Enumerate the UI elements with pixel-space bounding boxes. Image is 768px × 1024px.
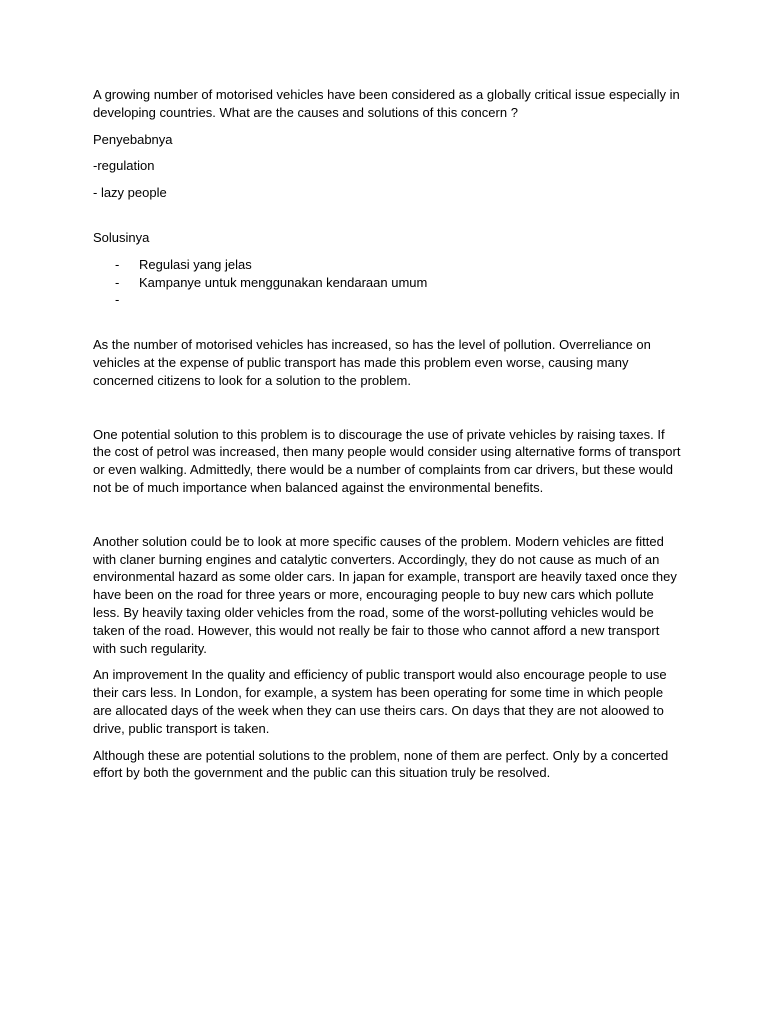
- essay-body-paragraph: One potential solution to this problem is to discourage the use of private vehicles by raising taxes. If the cost of petrol was increased, then many people would consider using alternative forms of transport or even walking. Admittedly, there would be a number of complaints from car drivers, but these would not be of much importance when balanced against the environmental benefits.: [93, 426, 681, 495]
- list-item: [93, 291, 683, 309]
- bullet-dash: -: [115, 274, 120, 290]
- bullet-dash: -: [115, 256, 120, 272]
- essay-body-paragraph: An improvement In the quality and efficiency of public transport would also encourage people to use their cars less. In London, for example, a system has been operating for some time in which people are allocated days of the week when they can use theirs cars. On days that they are not aloowed to drive, public transport is taken.: [93, 667, 667, 736]
- cause-item: - lazy people: [93, 185, 167, 201]
- list-item-text: Kampanye untuk menggunakan kendaraan umum: [139, 274, 428, 290]
- solutions-list: [93, 256, 683, 309]
- bullet-dash: -: [115, 292, 120, 308]
- document-page: [93, 86, 683, 791]
- list-item: [93, 256, 683, 274]
- solutions-heading: Solusinya: [93, 229, 150, 245]
- blank-line: [93, 399, 683, 426]
- essay-intro-paragraph: As the number of motorised vehicles has increased, so has the level of pollution. Overreliance on vehicles at the expense of public transport has made this problem even worse, causing many concerned citizens to look for a solution to the problem.: [93, 337, 651, 388]
- blank-line: [93, 318, 683, 336]
- blank-line: [93, 211, 683, 229]
- essay-conclusion-paragraph: Although these are potential solutions to the problem, none of them are perfect. Only by a concerted effort by both the government and the public can this situation truly be resolved.: [93, 747, 669, 781]
- cause-item: -regulation: [93, 158, 155, 174]
- causes-heading: Penyebabnya: [93, 131, 173, 147]
- blank-line: [93, 506, 683, 533]
- list-item-text: Regulasi yang jelas: [139, 256, 252, 272]
- essay-question: A growing number of motorised vehicles have been considered as a globally critical issue especially in developing countries. What are the causes and solutions of this concern ?: [93, 87, 680, 120]
- essay-body-paragraph: Another solution could be to look at more specific causes of the problem. Modern vehicles are fitted with claner burning engines and catalytic converters. Accordingly, they do not cause as much of an environmental hazard as some older cars. In japan for example, transport are heavily taxed once they have been on the road for three years or more, encouraging people to buy new cars which pollute less. By heavily taxing older vehicles from the road, some of the worst-polluting vehicles would be taken of the road. However, this would not really be fair to those who cannot afford a new transport with such regularity.: [93, 533, 677, 656]
- list-item: [93, 274, 683, 292]
